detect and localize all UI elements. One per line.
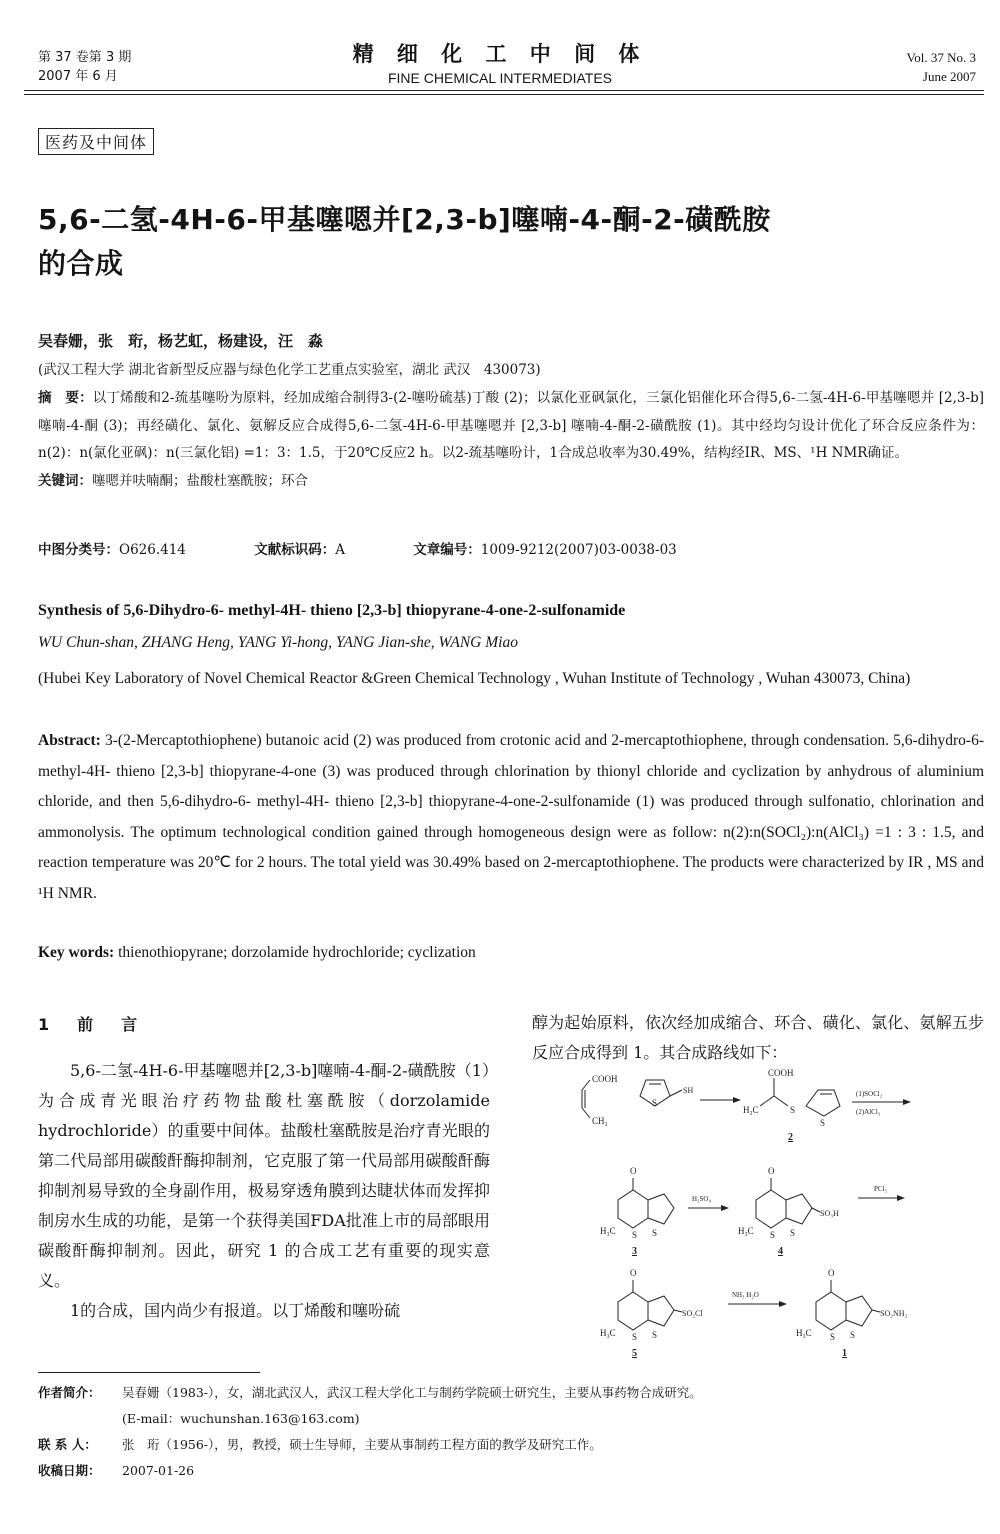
affiliation-zh: (武汉工程大学 湖北省新型反应器与绿色化学工艺重点实验室，湖北 武汉 430073) — [38, 362, 541, 378]
svg-text:H₃C: H₃C — [738, 1226, 754, 1236]
contact-person: 联 系 人： 张 珩（1956-），男，教授，硕士生导师，主要从事制药工程方面的教学及研究工作。 — [38, 1437, 602, 1452]
svg-text:H₃C: H₃C — [600, 1328, 616, 1338]
svg-text:O: O — [768, 1166, 775, 1176]
svg-text:SO₂Cl: SO₂Cl — [682, 1309, 703, 1318]
keywords-en — [38, 944, 476, 962]
keywords-zh-label: 关键词： — [38, 472, 92, 489]
svg-text:PCl₅: PCl₅ — [874, 1185, 887, 1193]
compound-2-structure — [743, 1068, 840, 1143]
paper-title-en: Synthesis of 5,6-Dihydro-6- methyl-4H- thieno [2,3-b] thiopyrane-4-one-2-sulfonamide — [38, 602, 626, 619]
date-zh: 2007 年 6 月 — [38, 69, 118, 84]
compound-1-structure — [796, 1268, 908, 1358]
title-line-2: 的合成 — [38, 247, 124, 280]
keywords-zh — [38, 468, 984, 496]
svg-text:H₃C: H₃C — [600, 1226, 616, 1236]
classification-meta — [38, 538, 984, 558]
svg-text:S: S — [790, 1228, 796, 1238]
header-rule-thin — [24, 94, 984, 95]
svg-text:H₃C: H₃C — [743, 1105, 759, 1115]
received-date: 收稿日期： 2007-01-26 — [38, 1463, 195, 1478]
header-rule — [24, 90, 984, 91]
section-tag: 医药及中间体 — [38, 128, 154, 155]
svg-text:S: S — [820, 1118, 826, 1128]
footnote-rule — [38, 1372, 260, 1373]
abstract-zh-text: 以丁烯酸和2-巯基噻吩为原料，经加成缩合制得3-(2-噻吩硫基)丁酸 (2)；以氯化亚砜氯化，三氯化铝催化环合得5,6-二氢-4H-6-甲基噻嗯并 [2,3-b] 噻喃-4-酮 (3)；再经磺化、氯化、氨解反应合成得5,6-二氢-4H-6-甲基噻嗯并 [2,3-b] 噻喃-4-酮-2-磺酰胺 (1)。其中经均匀设计优化了环合反应条件为：n(2)：n(氯化亚砜)：n(三氯化铝) =1：3：1.5，于20℃反应2 h。以2-巯基噻吩计，1合成总收率为30.49%，结构经IR、MS、¹H NMR确证。 — [38, 390, 984, 461]
body-right-column — [532, 1008, 984, 1068]
compound-1-label: 1 — [842, 1348, 847, 1358]
keywords-en-text: thienothiopyrane; dorzolamide hydrochloride; cyclization — [118, 944, 476, 961]
svg-text:S: S — [850, 1330, 856, 1340]
volume-en: Vol. 37 No. 3 — [906, 50, 976, 65]
svg-text:O: O — [828, 1268, 835, 1278]
abstract-zh — [38, 385, 984, 495]
svg-text:O: O — [630, 1268, 637, 1278]
intro-paragraph-2: 1的合成，国内尚少有报道。以丁烯酸和噻吩硫 — [70, 1301, 401, 1320]
svg-text:(1)SOCl₂: (1)SOCl₂ — [856, 1090, 883, 1098]
svg-text:H₂SO₄: H₂SO₄ — [692, 1195, 711, 1203]
title-line-1: 5,6-二氢-4H-6-甲基噻嗯并[2,3-b]噻喃-4-酮-2-磺酰胺 — [38, 203, 771, 236]
svg-text:S: S — [652, 1228, 658, 1238]
affiliation-en: (Hubei Key Laboratory of Novel Chemical Reactor &Green Chemical Technology , Wuhan Institute of Technology , Wuhan 430073, China) — [38, 670, 911, 687]
svg-text:SO₂NH₂: SO₂NH₂ — [880, 1309, 908, 1318]
svg-text:COOH: COOH — [768, 1068, 794, 1078]
compound-4-label: 4 — [778, 1246, 783, 1257]
svg-text:CH₃: CH₃ — [592, 1116, 608, 1126]
svg-text:S: S — [790, 1105, 796, 1115]
section-heading-intro: 1 前 言 — [38, 1015, 144, 1034]
synthesis-scheme — [560, 1068, 980, 1358]
keywords-en-label: Key words: — [38, 944, 115, 961]
svg-text:S: S — [632, 1230, 638, 1240]
volume-zh: 第 37 卷第 3 期 — [38, 50, 132, 65]
svg-text:NH₃ H₂O: NH₃ H₂O — [732, 1291, 759, 1299]
compound-5-structure — [600, 1268, 703, 1358]
svg-text:S: S — [652, 1098, 658, 1108]
journal-masthead — [300, 38, 700, 86]
svg-text:H₃C: H₃C — [796, 1328, 812, 1338]
svg-text:O: O — [630, 1166, 637, 1176]
svg-text:S: S — [632, 1332, 638, 1342]
compound-2-label: 2 — [788, 1132, 793, 1143]
keywords-zh-text: 噻嗯并呋喃酮；盐酸杜塞酰胺；环合 — [92, 472, 308, 489]
clc-number: 中图分类号：O626.414 — [38, 542, 186, 558]
svg-text:(2)AlCl₃: (2)AlCl₃ — [856, 1108, 881, 1116]
doc-code: 文献标识码：A — [254, 542, 345, 558]
issue-info-zh — [38, 48, 131, 86]
author-bio: 作者简介： 吴春姗（1983-），女，湖北武汉人，武汉工程大学化工与制药学院硕士研究生，主要从事药物合成研究。 — [38, 1385, 702, 1400]
mercaptothiophene-structure — [640, 1080, 693, 1108]
abstract-zh-label: 摘 要： — [38, 390, 93, 406]
compound-3-structure — [600, 1166, 674, 1257]
abstract-en — [38, 726, 984, 909]
svg-text:S: S — [652, 1330, 658, 1340]
svg-text:SH: SH — [683, 1086, 694, 1095]
crotonic-acid-structure — [582, 1074, 618, 1126]
footnotes — [38, 1380, 984, 1484]
synthesis-route-paragraph: 醇为起始原料，依次经加成缩合、环合、磺化、氯化、氨解五步反应合成得到 1。其合成路线如下： — [532, 1013, 984, 1062]
issue-info-en — [907, 48, 976, 86]
svg-text:S: S — [770, 1230, 776, 1240]
intro-paragraph-1: 5,6-二氢-4H-6-甲基噻嗯并[2,3-b]噻喃-4-酮-2-磺酰胺（1）为合成青光眼治疗药物盐酸杜塞酰胺（dorzolamide hydrochloride）的重要中间体。盐酸杜塞酰胺是治疗青光眼的第二代局部用碳酸酐酶抑制剂，它克服了第一代局部用碳酸酐酶抑制剂易导致的全身副作用，极易穿透角膜到达睫状体而发挥抑制房水生成的功能，是第一个获得美国FDA批准上市的局部眼用碳酸酐酶抑制剂。因此，研究 1 的合成工艺有重要的现实意义。 — [38, 1061, 490, 1290]
authors-zh: 吴春姗，张 珩，杨艺虹，杨建设，汪 淼 — [38, 332, 324, 350]
author-email: (E-mail：wuchunshan.163@163.com) — [122, 1411, 360, 1426]
compound-3-label: 3 — [632, 1246, 637, 1257]
abstract-en-label: Abstract: — [38, 732, 101, 749]
svg-text:S: S — [830, 1332, 836, 1342]
date-en: June 2007 — [922, 69, 976, 84]
journal-name-zh: 精 细 化 工 中 间 体 — [352, 42, 648, 66]
journal-name-en: FINE CHEMICAL INTERMEDIATES — [387, 70, 613, 86]
abstract-en-text: 3-(2-Mercaptothiophene) butanoic acid (2) was produced from crotonic acid and 2-mercaptothiophene, through condensation. 5,6-dihydro-6- methyl-4H- thieno [2,3-b] thiopyrane-4-one (3) was produced through chlorination by thionyl chloride and cyclization by anhydrous of aluminium chloride, and then 5,6-dihydro-6- methyl-4H- thieno [2,3-b] thiopyrane-4-one-2-sulfonamide (1) was produced through sulfonatio, chlorination and ammonolysis. The optimum technological condition gained through homogeneous design were as follow: n(2):n(SOCl₂):n(AlCl₃) =1 : 3 : 1.5, and reaction temperature was 20℃ for 2 hours. The total yield was 30.49% based on 2-mercaptothiophene. The products were characterized by IR , MS and ¹H NMR. — [38, 732, 984, 902]
paper-title-zh — [38, 198, 988, 286]
svg-text:SO₃H: SO₃H — [820, 1209, 839, 1218]
compound-5-label: 5 — [632, 1348, 637, 1358]
svg-text:COOH: COOH — [592, 1074, 618, 1084]
article-number: 文章编号：1009-9212(2007)03-0038-03 — [413, 542, 677, 558]
body-left-column — [38, 1010, 490, 1326]
authors-en: WU Chun-shan, ZHANG Heng, YANG Yi-hong, YANG Jian-she, WANG Miao — [38, 634, 518, 651]
compound-4-structure — [738, 1166, 839, 1257]
